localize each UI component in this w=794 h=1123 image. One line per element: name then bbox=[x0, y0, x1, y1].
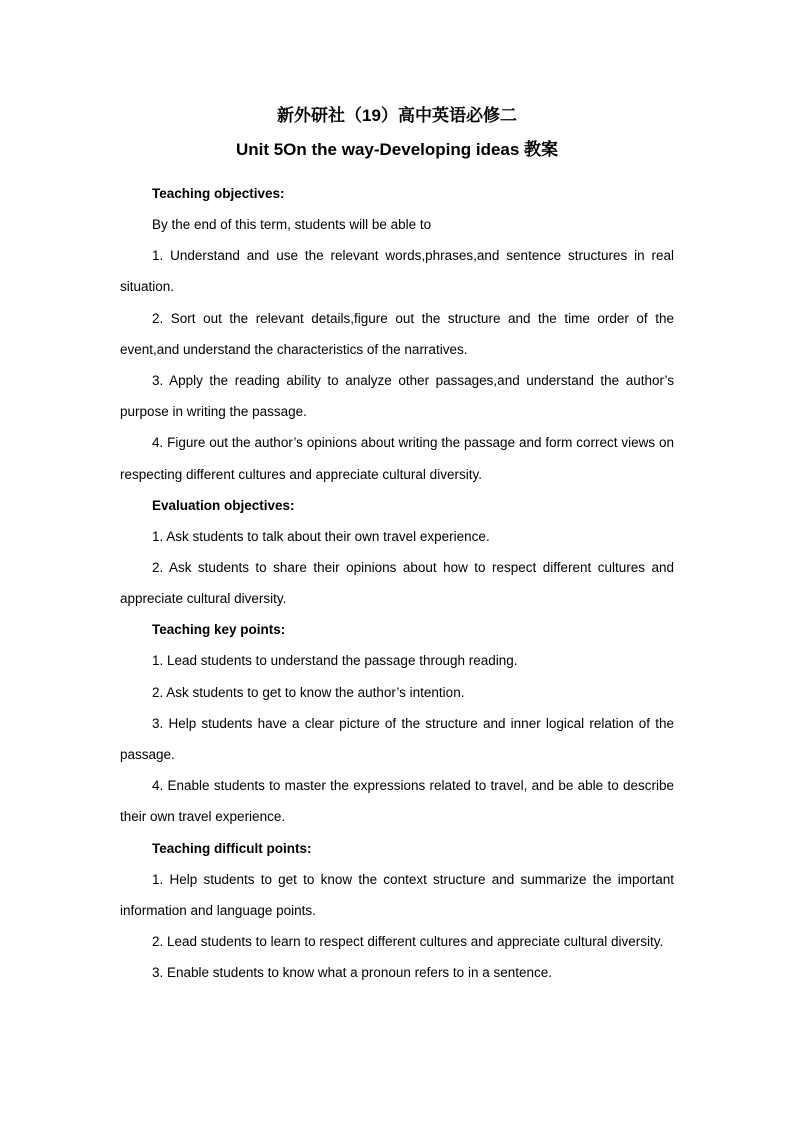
document-subtitle: Unit 5On the way-Developing ideas 教案 bbox=[235, 140, 559, 159]
section-heading-teaching-objectives: Teaching objectives: bbox=[152, 186, 285, 201]
list-item: 2. Sort out the relevant details,figure out the structure and the time order of the event,and understand the characteristics of the narratives. bbox=[120, 310, 674, 357]
list-item: 1. Understand and use the relevant words,phrases,and sentence structures in real situation. bbox=[120, 248, 674, 295]
list-item: 2. Lead students to learn to respect different cultures and appreciate cultural diversity. bbox=[152, 934, 664, 950]
list-item: 1. Lead students to understand the passage through reading. bbox=[152, 653, 518, 669]
list-item: 2. Ask students to get to know the author’s intention. bbox=[152, 684, 465, 700]
list-item: 3. Help students have a clear picture of the structure and inner logical relation of the passage. bbox=[120, 715, 674, 763]
section-heading-evaluation-objectives: Evaluation objectives: bbox=[152, 497, 295, 513]
section-heading-teaching-difficult-points: Teaching difficult points: bbox=[152, 840, 312, 856]
document-title: 新外研社（19）高中英语必修二 bbox=[277, 106, 517, 125]
list-item: 1. Ask students to talk about their own travel experience. bbox=[152, 528, 490, 544]
list-item: 1. Help students to get to know the context structure and summarize the important information and language points. bbox=[120, 871, 674, 918]
list-item: 4. Enable students to master the expressions related to travel, and be able to describe their own travel experience. bbox=[120, 778, 674, 825]
list-item: 2. Ask students to share their opinions about how to respect different cultures and appreciate cultural diversity. bbox=[120, 560, 674, 607]
document-page bbox=[120, 104, 674, 988]
section-intro: By the end of this term, students will be able to bbox=[152, 217, 432, 232]
list-item: 3. Enable students to know what a pronoun refers to in a sentence. bbox=[152, 965, 553, 981]
list-item: 3. Apply the reading ability to analyze other passages,and understand the author’s purpose in writing the passage. bbox=[120, 373, 674, 420]
list-item: 4. Figure out the author’s opinions about writing the passage and form correct views on respecting different cultures and appreciate cultural diversity. bbox=[120, 435, 674, 482]
section-heading-teaching-key-points: Teaching key points: bbox=[152, 622, 286, 638]
